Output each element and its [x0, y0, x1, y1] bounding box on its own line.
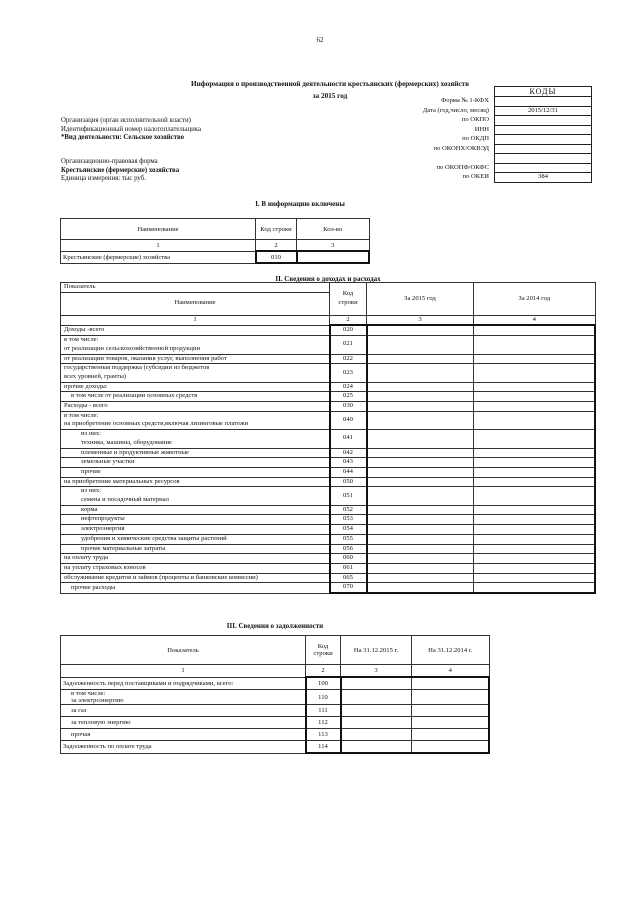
row-name-line: семена и посадочный материал: [81, 496, 169, 504]
row-name: [61, 477, 330, 487]
value-cell[interactable]: [341, 677, 412, 690]
value-cell[interactable]: [474, 544, 596, 554]
row-code: 040: [330, 411, 367, 429]
value-cell[interactable]: [474, 525, 596, 535]
code-label: по ОКДП: [462, 135, 489, 142]
s1-header-qty: Кол-во: [297, 219, 370, 240]
row-code: 061: [330, 563, 367, 573]
s2-num-4: 4: [474, 315, 596, 325]
row-code: 020: [330, 325, 367, 335]
row-name-line: на уплату страховых взносов: [64, 563, 146, 571]
row-name: [61, 505, 330, 515]
row-code: 070: [330, 583, 367, 593]
row-name: [61, 729, 306, 741]
row-name: [61, 325, 330, 335]
value-cell[interactable]: [367, 477, 474, 487]
inn-label: Идентификационный номер налогоплательщика: [61, 125, 202, 133]
value-cell[interactable]: [341, 717, 412, 729]
row-name-line: Доходы -всего: [64, 326, 105, 334]
row-name: [61, 382, 330, 392]
row-code: 052: [330, 505, 367, 515]
row-code: 021: [330, 336, 367, 354]
value-cell[interactable]: [474, 411, 596, 429]
row-name: [61, 573, 330, 583]
s2-num-3: 3: [367, 315, 474, 325]
value-cell[interactable]: [474, 364, 596, 382]
value-cell[interactable]: [367, 430, 474, 448]
row-name-line: электроэнергия: [81, 525, 125, 533]
row-name-line: от реализации товаров, оказания услуг, выполнения работ: [64, 354, 227, 362]
row-name-line: прочая: [71, 731, 91, 738]
row-name: [61, 458, 330, 468]
row-name: [61, 554, 330, 564]
s1-num-1: 1: [61, 240, 256, 252]
s3-num-3: 3: [341, 665, 412, 678]
row-name-line: за газ: [71, 707, 87, 714]
value-cell[interactable]: [412, 741, 490, 754]
value-cell[interactable]: [367, 505, 474, 515]
table-row: [61, 487, 596, 505]
s1-row-name: Крестьянские (фермерские) хозяйства: [61, 251, 256, 263]
row-name: [61, 544, 330, 554]
value-cell[interactable]: [474, 336, 596, 354]
section1-title: I. В информацию включены: [255, 200, 345, 208]
row-name: [61, 705, 306, 717]
row-name-line: на оплату труда: [64, 554, 109, 562]
row-name-line: всех уровней, гранты): [64, 372, 127, 380]
row-name: [61, 354, 330, 364]
codes-cells: [495, 97, 591, 182]
value-cell[interactable]: [474, 354, 596, 364]
row-name: [61, 677, 306, 690]
table-row: [61, 382, 596, 392]
row-name: [61, 741, 306, 754]
row-name: [61, 583, 330, 593]
code-value-cell[interactable]: [495, 126, 591, 136]
section3-table: [60, 635, 490, 754]
row-name-line: прочие расходы: [71, 583, 116, 591]
table-row: [61, 717, 490, 729]
row-name: [61, 563, 330, 573]
code-label: по ОКОПФ/ОКФС: [436, 163, 489, 171]
row-name-line: в том числе:: [71, 690, 106, 697]
value-cell[interactable]: [474, 448, 596, 458]
row-name-line: племенные и продуктивные животные: [81, 448, 189, 456]
activity-label: *Вид деятельности: Сельское хозяйство: [61, 134, 185, 142]
meta-block-2: [61, 158, 179, 184]
code-label: по ОКЕИ: [462, 173, 489, 180]
s2-header-2015: За 2015 год: [367, 283, 474, 316]
row-name: [61, 430, 330, 448]
section2-table: [60, 282, 596, 594]
table-row: [61, 364, 596, 382]
value-cell[interactable]: [367, 583, 474, 593]
legal-form-label: Организационно-правовая форма: [61, 158, 158, 165]
code-label: Форма № 1-КФХ: [441, 97, 489, 104]
s1-num-3: 3: [297, 240, 370, 252]
row-name: [61, 690, 306, 705]
row-code: 043: [330, 458, 367, 468]
value-cell[interactable]: [474, 430, 596, 448]
s1-header-name: Наименование: [61, 219, 256, 240]
row-name: [61, 515, 330, 525]
s3-header-code: Код строки: [306, 636, 341, 665]
row-name-line: от реализации сельскохозяйственной продукции: [64, 344, 200, 352]
row-name: [61, 717, 306, 729]
value-cell[interactable]: [367, 525, 474, 535]
row-code: 042: [330, 448, 367, 458]
value-cell[interactable]: [474, 477, 596, 487]
value-cell[interactable]: [367, 336, 474, 354]
page-number: 62: [316, 36, 324, 44]
row-name: [61, 525, 330, 535]
value-cell[interactable]: [367, 325, 474, 335]
row-name: [61, 364, 330, 382]
row-code: 054: [330, 525, 367, 535]
row-name: [61, 392, 330, 402]
row-name: [61, 467, 330, 477]
value-cell[interactable]: [412, 690, 490, 705]
row-name-line: обслуживание кредитов и займов (проценты и банковские комиссии): [64, 573, 258, 581]
value-cell[interactable]: [367, 467, 474, 477]
code-value-cell[interactable]: [495, 135, 591, 145]
table-row: [61, 430, 596, 448]
s3-header-2014: На 31.12.2014 г.: [412, 636, 490, 665]
table-row: [61, 705, 490, 717]
row-name-line: на приобретение основных средств,включая лизинговые платежи: [64, 420, 249, 428]
row-code: 114: [306, 741, 341, 754]
table-row: [61, 402, 596, 412]
value-cell[interactable]: [367, 487, 474, 505]
value-cell[interactable]: [474, 467, 596, 477]
table-row: [61, 411, 596, 429]
row-name-line: техника, машины, оборудование: [81, 438, 172, 446]
row-name-line: прочие доходы:: [64, 382, 108, 390]
s2-num-2: 2: [330, 315, 367, 325]
table-row: [61, 505, 596, 515]
s1-row-value[interactable]: [297, 251, 370, 263]
s3-header-2015: На 31.12.2015 г.: [341, 636, 412, 665]
table-row: [61, 336, 596, 354]
code-value-cell[interactable]: [495, 116, 591, 126]
value-cell[interactable]: [367, 402, 474, 412]
s3-num-2: 2: [306, 665, 341, 678]
table-row: [61, 544, 596, 554]
s3-num-1: 1: [61, 665, 306, 678]
value-cell[interactable]: [474, 487, 596, 505]
section2-title: II. Сведения о доходах и расходах: [275, 275, 381, 283]
legal-form-value: Крестьянские (фермерские) хозяйства: [61, 166, 180, 174]
s3-num-4: 4: [412, 665, 490, 678]
row-code: 065: [330, 573, 367, 583]
row-code: 056: [330, 544, 367, 554]
row-code: 053: [330, 515, 367, 525]
table-row: [61, 563, 596, 573]
row-name-line: земельные участки: [81, 458, 135, 466]
row-name-line: в том числе:: [64, 411, 99, 419]
row-name-line: удобрения и химические средства защиты растений: [81, 534, 227, 542]
s2-header-2014: За 2014 год: [474, 283, 596, 316]
row-name-line: прочие материальные затраты: [81, 544, 166, 552]
value-cell[interactable]: [367, 411, 474, 429]
value-cell[interactable]: [367, 554, 474, 564]
row-name-line: в том числе:: [64, 336, 99, 344]
code-label: по ОКПО: [461, 116, 489, 123]
row-name-line: из них:: [81, 487, 101, 495]
row-code: 100: [306, 677, 341, 690]
value-cell[interactable]: [474, 515, 596, 525]
value-cell[interactable]: [367, 563, 474, 573]
row-code: 050: [330, 477, 367, 487]
value-cell[interactable]: [474, 325, 596, 335]
value-cell[interactable]: [474, 392, 596, 402]
section3-title: III. Сведения о задолженности: [226, 622, 324, 630]
table-row: [61, 477, 596, 487]
value-cell[interactable]: [367, 448, 474, 458]
value-cell[interactable]: [367, 392, 474, 402]
row-code: 023: [330, 364, 367, 382]
value-cell[interactable]: [367, 382, 474, 392]
row-name-line: в том числе от реализации основных средств: [71, 392, 198, 400]
codes-box: [494, 86, 592, 183]
code-value-cell[interactable]: 384: [538, 173, 548, 180]
table-row: [61, 325, 596, 335]
table-row: [61, 677, 490, 690]
code-label: [380, 153, 489, 163]
value-cell[interactable]: [412, 705, 490, 717]
value-cell[interactable]: [474, 458, 596, 468]
value-cell[interactable]: [367, 354, 474, 364]
row-name-line: Задолженность перед поставщиками и подрядчиками, всего:: [63, 679, 234, 687]
row-name-line: из них:: [81, 430, 101, 438]
value-cell[interactable]: [474, 402, 596, 412]
row-code: 044: [330, 467, 367, 477]
table-row: [61, 741, 490, 754]
title-line-1: Информация о производственной деятельности крестьянских (фермерских) хозяйств: [191, 80, 469, 88]
code-value-cell[interactable]: 2015/12/31: [495, 107, 591, 117]
row-code: 051: [330, 487, 367, 505]
value-cell[interactable]: [474, 382, 596, 392]
value-cell[interactable]: [474, 554, 596, 564]
section1-table: [60, 218, 370, 264]
table-row: [61, 515, 596, 525]
org-label: Организация (орган исполнительной власти): [61, 117, 191, 124]
table-row: [61, 729, 490, 741]
s2-header-name: Наименование: [61, 292, 330, 315]
row-name-line: нефтепродукты: [81, 515, 125, 523]
table-row: [61, 573, 596, 583]
s2-header-code: Код строки: [330, 283, 367, 316]
value-cell[interactable]: [367, 573, 474, 583]
code-value-cell[interactable]: [495, 164, 591, 174]
unit-label: Единица измерения: тыс руб.: [61, 175, 146, 183]
s2-num-1: 1: [61, 315, 330, 325]
code-value-cell[interactable]: [495, 97, 591, 107]
row-name-line: прочие: [81, 467, 101, 475]
row-name: [61, 534, 330, 544]
table-row: [61, 583, 596, 593]
value-cell[interactable]: [367, 458, 474, 468]
row-name-line: за тепловую энергию: [71, 719, 131, 726]
value-cell[interactable]: [341, 729, 412, 741]
value-cell[interactable]: [474, 573, 596, 583]
code-label: по ОКОНХ/ОКВЭД: [433, 144, 489, 152]
row-name-line: Расходы - всего: [64, 402, 108, 410]
code-value-cell[interactable]: [495, 154, 591, 164]
code-labels: [380, 96, 489, 182]
value-cell[interactable]: [412, 729, 490, 741]
table-row: [61, 392, 596, 402]
code-value-cell[interactable]: [495, 145, 591, 155]
row-name: [61, 411, 330, 429]
row-code: 111: [306, 705, 341, 717]
row-code: 113: [306, 729, 341, 741]
row-code: 110: [306, 690, 341, 705]
row-code: 055: [330, 534, 367, 544]
row-name: [61, 402, 330, 412]
row-code: 112: [306, 717, 341, 729]
row-code: 030: [330, 402, 367, 412]
table-row: [61, 448, 596, 458]
table-row: [61, 525, 596, 535]
table-row: [61, 534, 596, 544]
value-cell[interactable]: [474, 583, 596, 593]
row-name: [61, 448, 330, 458]
row-name: [61, 336, 330, 354]
row-name-line: Задолженность по оплате труда: [63, 743, 152, 751]
row-code: 060: [330, 554, 367, 564]
s1-header-code: Код строки: [256, 219, 297, 240]
value-cell[interactable]: [367, 534, 474, 544]
row-code: 024: [330, 382, 367, 392]
value-cell[interactable]: [412, 717, 490, 729]
value-cell[interactable]: [474, 505, 596, 515]
title-line-2: за 2015 год: [312, 92, 348, 100]
value-cell[interactable]: [412, 677, 490, 690]
row-name-line: на приобретение материальных ресурсов: [64, 477, 180, 485]
value-cell[interactable]: [474, 563, 596, 573]
table-row: [61, 690, 490, 705]
value-cell[interactable]: [367, 364, 474, 382]
row-name-line: государственная поддержка (субсидии из бюджетов: [64, 364, 210, 372]
value-cell[interactable]: [341, 690, 412, 705]
table-row: [61, 467, 596, 477]
codes-header: КОДЫ: [495, 87, 591, 97]
code-label: Дата (год,число, месяц): [422, 106, 489, 114]
value-cell[interactable]: [367, 544, 474, 554]
value-cell[interactable]: [474, 534, 596, 544]
row-name-line: корма: [81, 505, 98, 513]
row-name: [61, 487, 330, 505]
table-row: [61, 554, 596, 564]
value-cell[interactable]: [341, 741, 412, 754]
s1-row-code: 010: [256, 251, 297, 263]
table-row: [61, 354, 596, 364]
value-cell[interactable]: [341, 705, 412, 717]
row-code: 025: [330, 392, 367, 402]
meta-block: [61, 117, 201, 143]
table-row: [61, 458, 596, 468]
code-label: ИНН: [474, 125, 489, 133]
value-cell[interactable]: [367, 515, 474, 525]
row-code: 041: [330, 430, 367, 448]
row-code: 022: [330, 354, 367, 364]
s2-header-indicator: Показатель: [61, 283, 330, 293]
s1-num-2: 2: [256, 240, 297, 252]
row-name-line: за электроэнергию: [71, 697, 124, 704]
s3-header-indicator: Показатель: [61, 636, 306, 665]
